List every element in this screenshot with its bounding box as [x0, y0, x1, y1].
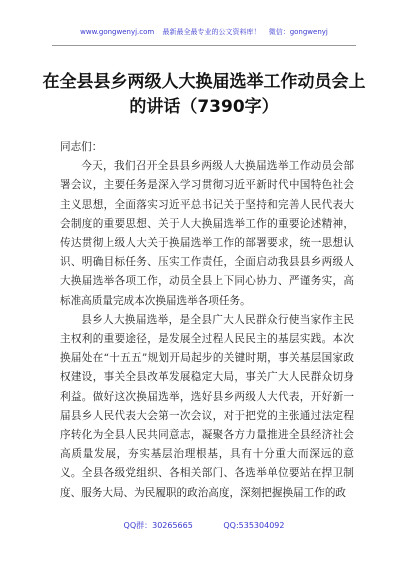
document-body: [60, 138, 354, 503]
salutation: 同志们：: [60, 141, 103, 153]
paragraph-2: 县乡人大换届选举，是全县广大人民群众行使当家作主民主权利的重要途径，是发展全过程人民民主的基层实践。本次换届处在“十五五”规划开局起步的关键时期，事关基层国家政权建设，事关全县改革发展稳定大局，事关广大人民群众切身利益。做好这次换届选举，选好县乡两级人大代表，开好新一届县乡人民代表大会第一次会议，对于把党的主张通过法定程序转化为全县人民共同意志，凝聚各方力量推进全县经济社会高质量发展，夯实基层治理根基，具有十分重大而深远的意义。全县各级党组织、各相关部门、各选举单位要站在捍卫制度、服务大局、为民履职的政治高度，深刻把握换届工作的政: [60, 313, 354, 499]
header-slogan: 最新最全最专业的公文资料库！: [162, 28, 261, 36]
header-divider: [52, 45, 356, 46]
header-banner: [0, 27, 408, 37]
footer-qq: QQ:535304092: [223, 521, 285, 530]
header-site-link[interactable]: www.gongwenyj.com: [80, 28, 155, 36]
header-wechat: 微信：gongwenyj: [268, 28, 328, 36]
footer-contact: [0, 520, 408, 532]
document-title: 在全县县乡两级人大换届选举工作动员会上的讲话（7390字）: [42, 72, 366, 117]
footer-qq-group: QQ群：30265665: [123, 521, 193, 530]
paragraph-1: 今天，我们召开全县县乡两级人大换届选举工作动员会部署会议，主要任务是深入学习贯彻习近平新时代中国特色社会主义思想，全面落实习近平总书记关于坚持和完善人民代表大会制度的重要思想、关于人大换届选举工作的重要论述精神，传达贯彻上级人大关于换届选举工作的部署要求，统一思想认识、明确目标任务、压实工作责任，全面启动我县县乡两级人大换届选举各项工作，动员全县上下同心协力、严谨务实，高标准高质量完成本次换届选举各项任务。: [60, 160, 354, 307]
